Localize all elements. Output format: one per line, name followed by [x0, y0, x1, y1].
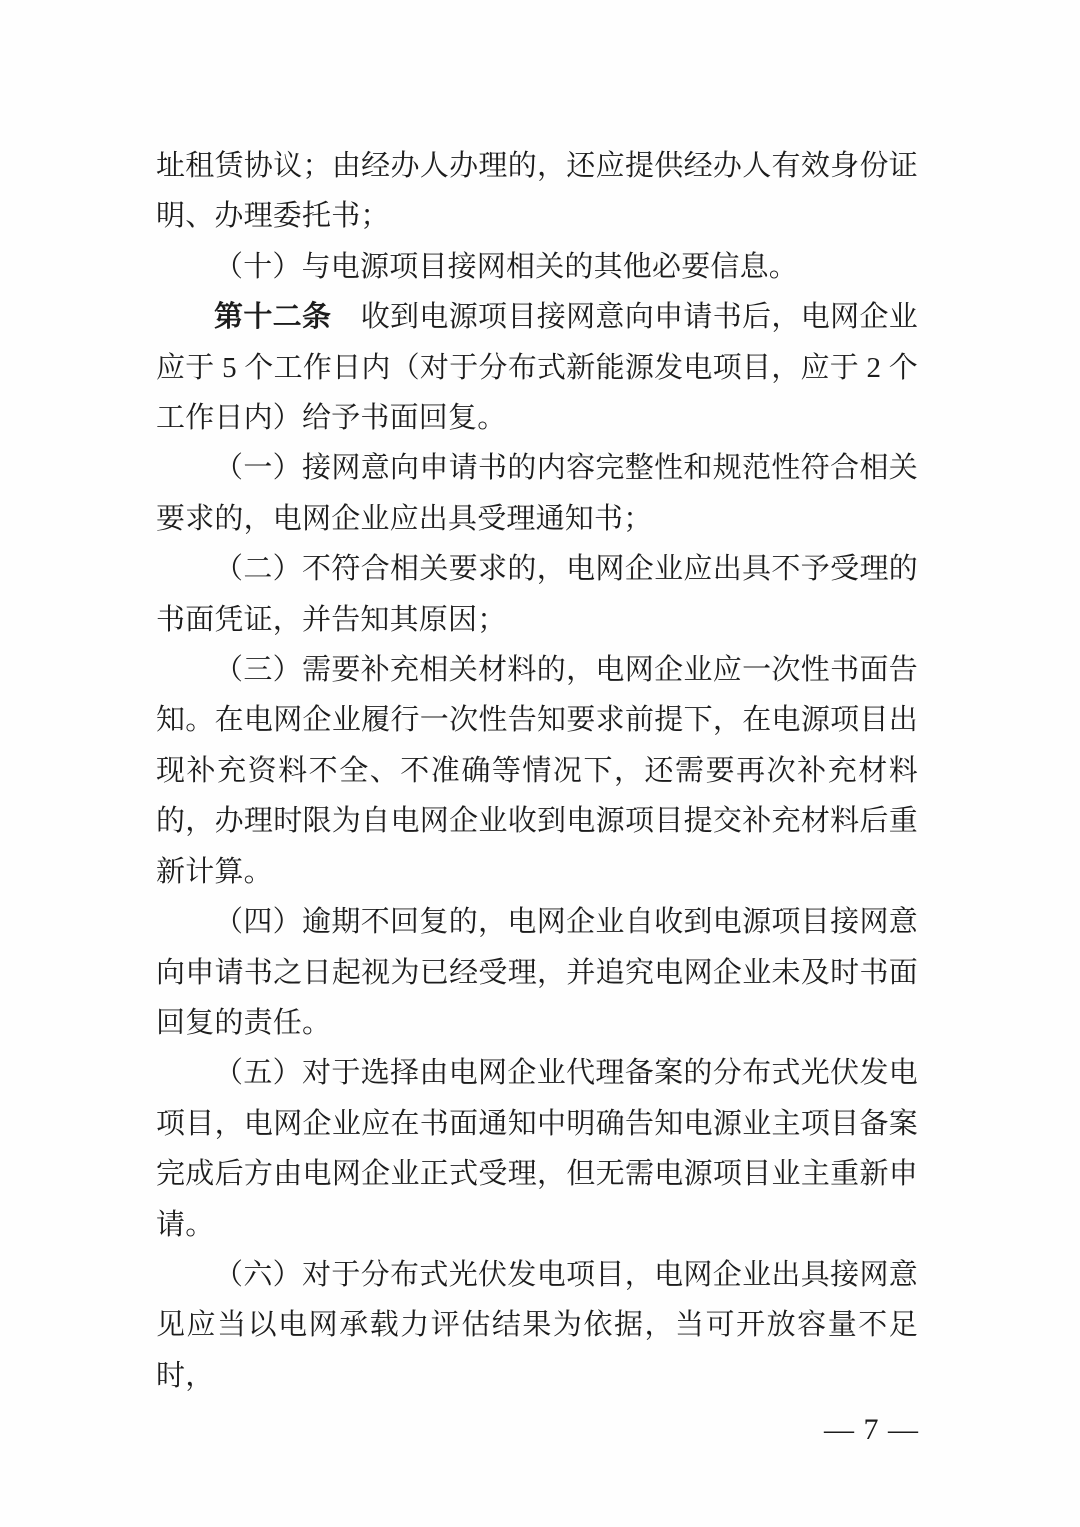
- paragraph-item-one: （一）接网意向申请书的内容完整性和规范性符合相关要求的，电网企业应出具受理通知书；: [156, 452, 918, 535]
- paragraph-article-twelve: [156, 292, 918, 443]
- paragraph-item-two: （二）不符合相关要求的，电网企业应出具不予受理的书面凭证，并告知其原因；: [156, 553, 918, 636]
- paragraph-item-six: （六）对于分布式光伏发电项目，电网企业出具接网意见应当以电网承载力评估结果为依据，当可开放容量不足时，: [156, 1258, 918, 1392]
- page-number: — 7 —: [824, 1413, 919, 1446]
- paragraph-item-five: （五）对于选择由电网企业代理备案的分布式光伏发电项目，电网企业应在书面通知中明确告知电源业主项目备案完成后方由电网企业正式受理，但无需电源项目业主重新申请。: [156, 1057, 918, 1241]
- paragraph-continuation: 址租赁协议；由经办人办理的，还应提供经办人有效身份证明、办理委托书；: [156, 150, 918, 233]
- article-twelve-heading: 第十二条: [214, 301, 332, 334]
- paragraph-item-ten: （十）与电源项目接网相关的其他必要信息。: [214, 250, 799, 283]
- document-body: [156, 141, 918, 1401]
- paragraph-item-four: （四）逾期不回复的，电网企业自收到电源项目接网意向申请书之日起视为已经受理，并追究电网企业未及时书面回复的责任。: [156, 906, 918, 1039]
- paragraph-item-three: （三）需要补充相关材料的，电网企业应一次性书面告知。在电网企业履行一次性告知要求前提下，在电源项目出现补充资料不全、不准确等情况下，还需要再次补充材料的，办理时限为自电网企业收到电源项目提交补充材料后重新计算。: [156, 654, 918, 888]
- article-twelve-body: 收到电源项目接网意向申请书后，电网企业应于 5 个工作日内（对于分布式新能源发电项目，应于 2 个工作日内）给予书面回复。: [156, 301, 918, 435]
